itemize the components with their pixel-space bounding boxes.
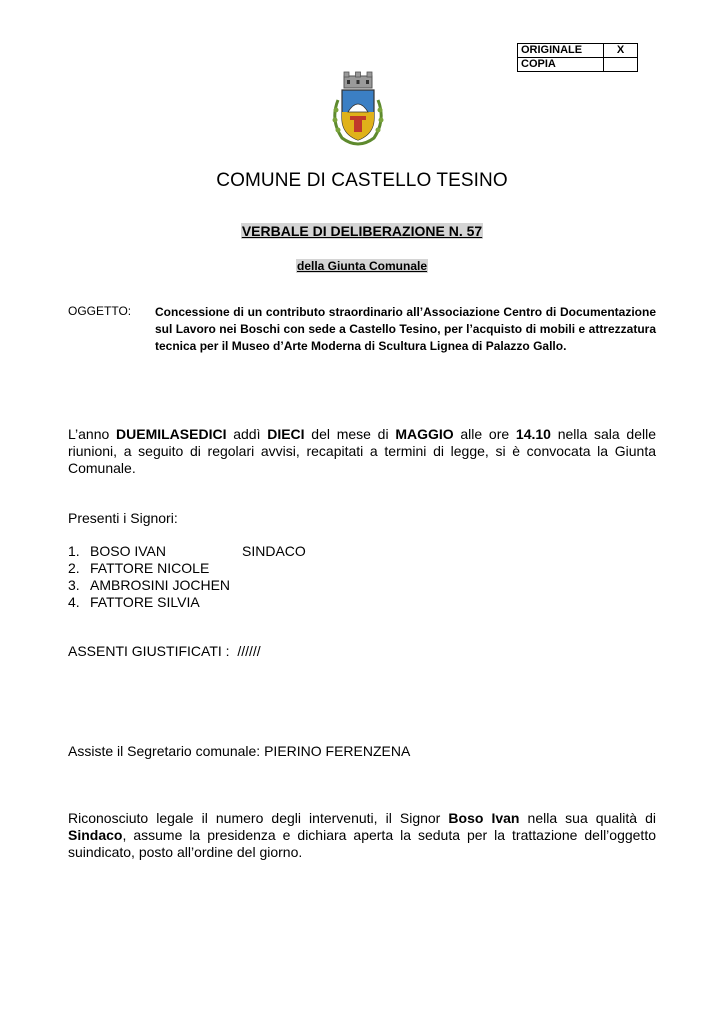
attendees-list: [68, 543, 306, 611]
list-item: [68, 577, 306, 594]
absentees-line: [68, 643, 261, 660]
text-segment: del mese di: [304, 426, 396, 442]
president-role: Sindaco: [68, 827, 123, 843]
session-day: DIECI: [267, 426, 305, 442]
member-name: AMBROSINI JOCHEN: [90, 577, 231, 593]
status-mark-originale: X: [604, 44, 638, 58]
text-segment: nella sala delle riunioni, a seguito di regolari avvisi, recapitati a termini di legge, si è convocata la Giunta Comunale.: [68, 426, 657, 476]
absentees-value: //////: [237, 643, 261, 659]
status-mark-copia: [604, 58, 638, 72]
member-role: SINDACO: [242, 543, 306, 559]
member-name: BOSO IVAN: [90, 543, 166, 559]
member-name: FATTORE NICOLE: [90, 560, 210, 576]
president-name: Boso Ivan: [448, 810, 520, 826]
member-name: FATTORE SILVIA: [90, 594, 200, 610]
coat-of-arms-icon: [328, 70, 388, 150]
item-number: 3.: [68, 577, 80, 593]
absentees-label: ASSENTI GIUSTIFICATI :: [68, 643, 230, 659]
secretary-line: Assiste il Segretario comunale: PIERINO FERENZENA: [68, 743, 411, 759]
subject-label: OGGETTO:: [68, 304, 132, 318]
item-number: 2.: [68, 560, 80, 576]
status-row-copia: [518, 58, 638, 72]
attendees-label: Presenti i Signori:: [68, 510, 178, 526]
session-time: 14.10: [515, 426, 551, 442]
session-date-paragraph: [68, 426, 656, 477]
session-year: DUEMILASEDICI: [116, 426, 227, 442]
list-item: [68, 560, 306, 577]
text-segment: nella sua qualità di: [519, 810, 657, 826]
status-label-originale: ORIGINALE: [518, 44, 604, 58]
text-segment: addì: [226, 426, 268, 442]
page-title: COMUNE DI CASTELLO TESINO: [216, 170, 508, 191]
status-row-originale: [518, 44, 638, 58]
text-segment: Riconosciuto legale il numero degli intervenuti, il Signor: [68, 810, 449, 826]
list-item: [68, 594, 306, 611]
text-segment: L’anno: [68, 426, 117, 442]
text-segment: alle ore: [453, 426, 516, 442]
council-name: della Giunta Comunale: [296, 259, 428, 273]
quorum-paragraph: [68, 810, 656, 861]
deliberation-number: VERBALE DI DELIBERAZIONE N. 57: [241, 223, 483, 239]
status-label-copia: COPIA: [518, 58, 604, 72]
subject-text: Concessione di un contributo straordinario all’Associazione Centro di Documentazione sul Lavoro nei Boschi con sede a Castello Tesino, per l’acquisto di mobili e attrezzatura tecnica per il Museo d’Arte Moderna di Scultura Lignea di Palazzo Gallo.: [155, 305, 656, 353]
council-subheading: [0, 257, 724, 275]
item-number: 1.: [68, 543, 80, 559]
list-item: [68, 543, 306, 560]
item-number: 4.: [68, 594, 80, 610]
session-month: MAGGIO: [395, 426, 454, 442]
deliberation-heading: [0, 223, 724, 241]
original-copy-box: [517, 43, 638, 72]
text-segment: , assume la presidenza e dichiara aperta la seduta per la trattazione dell’oggetto suindicato, posto all’ordine del giorno.: [68, 827, 656, 860]
